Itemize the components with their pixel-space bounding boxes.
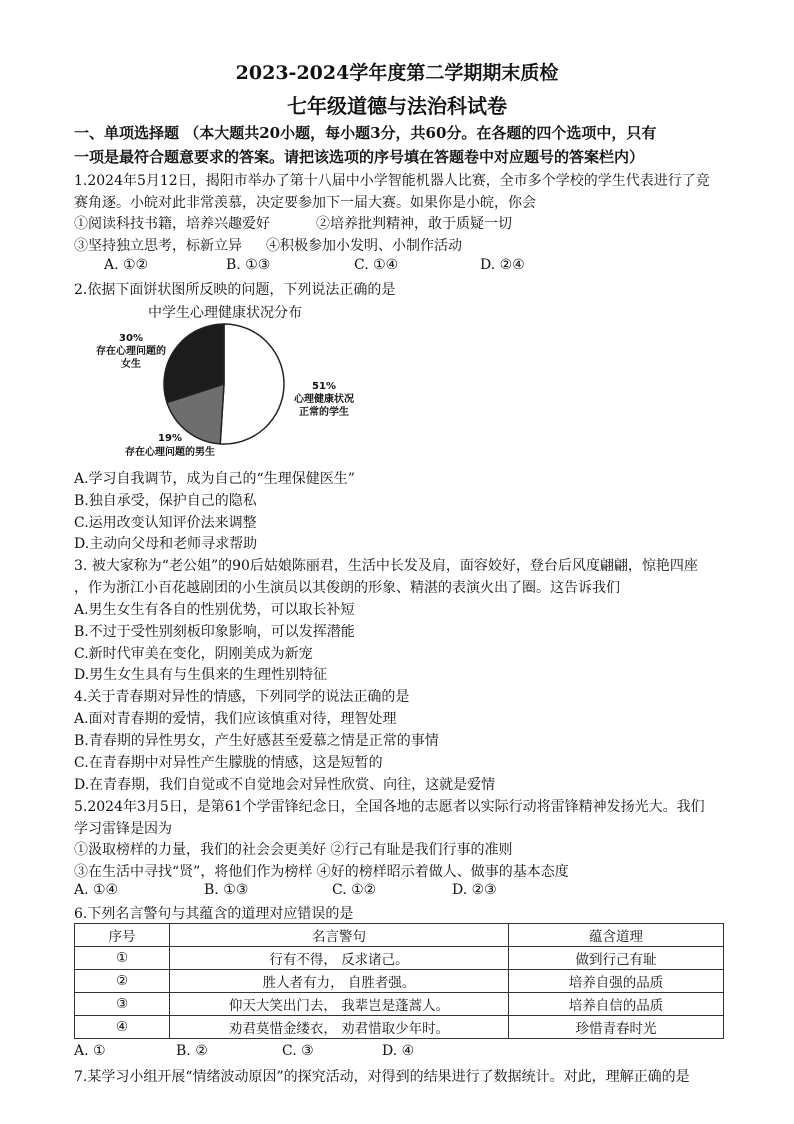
q2-stem: 2.依据下面饼状图所反映的问题，下列说法正确的是	[74, 282, 396, 298]
q6-row2-quote: 胜人者有力， 自胜者强。	[170, 970, 509, 993]
q5-option-b: B. ①③	[204, 882, 249, 898]
q1-option-a: A. ①②	[104, 257, 149, 273]
q3-stem-line1: 3. 被大家称为“老公姐”的90后姑娘陈丽君，生活中长发及肩，面容姣好，登台后风度翩翩，惊艳四座	[74, 558, 698, 574]
q6-option-c: C. ③	[282, 1043, 314, 1059]
q1-stem-line1: 1.2024年5月12日，揭阳市举办了第十八届中小学智能机器人比赛，全市多个学校的学生代表进行了竞	[74, 173, 710, 189]
pie-label-girls-percent: 30%	[119, 333, 143, 344]
q2-option-d: D.主动向父母和老师寻求帮助	[74, 536, 258, 552]
q1-statement-2: ②培养批判精神，敢于质疑一切	[316, 216, 512, 232]
table-row	[75, 947, 724, 970]
pie-label-girls	[86, 332, 176, 371]
pie-label-normal	[280, 380, 368, 419]
pie-label-normal-percent: 51%	[312, 381, 336, 392]
table-row	[75, 993, 724, 1016]
q6-option-b: B. ②	[176, 1043, 208, 1059]
q1-option-c: C. ①④	[354, 257, 399, 273]
pie-label-girls-name-1: 存在心理问题的	[96, 346, 166, 357]
q6-header-index: 序号	[75, 924, 170, 947]
pie-label-boys-name: 存在心理问题的男生	[125, 447, 215, 458]
q6-row2-meaning: 培养自强的品质	[509, 970, 724, 993]
section-instructions-line2: 一项是最符合题意要求的答案。请把该选项的序号填在答题卷中对应题号的答案栏内）	[74, 148, 645, 166]
q1-statement-1: ①阅读科技书籍，培养兴趣爱好	[74, 216, 270, 232]
q6-table-header	[75, 924, 724, 947]
q5-stem-line1: 5.2024年3月5日，是第61个学雷锋纪念日，全国各地的志愿者以实际行动将雷锋精神发扬光大。我们	[74, 799, 705, 815]
q5-option-d: D. ②③	[452, 882, 497, 898]
q4-option-a: A.面对青春期的爱情，我们应该慎重对待，理智处理	[74, 711, 397, 727]
q6-table	[74, 923, 724, 1039]
q6-stem: 6.下列名言警句与其蕴含的道理对应错误的是	[74, 906, 354, 922]
q3-option-d: D.男生女生具有与生俱来的生理性别特征	[74, 667, 328, 683]
q6-row1-meaning: 做到行己有耻	[509, 947, 724, 970]
q6-row4-meaning: 珍惜青春时光	[509, 1016, 724, 1039]
q6-row4-index: ④	[75, 1016, 170, 1039]
q7-stem: 7.某学习小组开展“情绪波动原因”的探究活动，对得到的结果进行了数据统计。对此，理解正确的是	[74, 1069, 690, 1085]
q6-option-d: D. ④	[382, 1043, 415, 1059]
pie-label-normal-name-1: 心理健康状况	[294, 394, 354, 405]
q5-stem-line2: 学习雷锋是因为	[74, 821, 172, 837]
table-row	[75, 970, 724, 993]
q6-row3-meaning: 培养自信的品质	[509, 993, 724, 1016]
q2-option-a: A.学习自我调节，成为自己的“生理保健医生”	[74, 471, 355, 487]
q6-row3-index: ③	[75, 993, 170, 1016]
q5-statements-1-2: ①汲取榜样的力量，我们的社会会更美好 ②行己有耻是我们行事的准则	[74, 842, 513, 858]
q6-row4-quote: 劝君莫惜金缕衣， 劝君惜取少年时。	[170, 1016, 509, 1039]
q5-option-a: A. ①④	[74, 882, 119, 898]
q3-option-a: A.男生女生有各自的性别优势，可以取长补短	[74, 602, 355, 618]
pie-label-girls-name-2: 女生	[121, 359, 141, 370]
q5-statements-3-4: ③在生活中寻找“贤”，将他们作为榜样 ④好的榜样昭示着做人、做事的基本态度	[74, 864, 569, 880]
q3-stem-line2: ，作为浙江小百花越剧团的小生演员以其俊朗的形象、精湛的表演火出了圈。这告诉我们	[74, 580, 620, 596]
q6-options	[0, 1043, 794, 1063]
q4-stem: 4.关于青春期对异性的情感，下列同学的说法正确的是	[74, 689, 410, 705]
q1-option-d: D. ②④	[480, 257, 525, 273]
pie-label-normal-name-2: 正常的学生	[299, 407, 349, 418]
q1-stem-line2: 赛角逐。小皖对此非常羡慕，决定要参加下一届大赛。如果你是小皖，你会	[74, 195, 536, 211]
section-instructions-line1: 一、单项选择题 （本大题共20小题，每小题3分，共60分。在各题的四个选项中，只有	[74, 124, 657, 142]
exam-title-line1: 2023-2024学年度第二学期期末质检	[235, 62, 559, 84]
q6-header-meaning: 蕴含道理	[509, 924, 724, 947]
q6-header-quote: 名言警句	[170, 924, 509, 947]
q4-option-c: C.在青春期中对异性产生朦胧的情感，这是短暂的	[74, 755, 383, 771]
q2-option-c: C.运用改变认知评价法来调整	[74, 515, 257, 531]
q6-row2-index: ②	[75, 970, 170, 993]
pie-label-boys-percent: 19%	[158, 433, 182, 444]
q1-statement-3: ③坚持独立思考，标新立异	[74, 238, 242, 254]
table-row	[75, 1016, 724, 1039]
q4-option-d: D.在青春期，我们自觉或不自觉地会对异性欣赏、向往，这就是爱情	[74, 777, 496, 793]
exam-title-line2: 七年级道德与法治科试卷	[287, 94, 507, 118]
q6-option-a: A. ①	[74, 1043, 106, 1059]
q1-option-b: B. ①③	[226, 257, 271, 273]
q5-options	[0, 882, 794, 902]
q4-option-b: B.青春期的异性男女，产生好感甚至爱慕之情是正常的事情	[74, 733, 439, 749]
chart-title: 中学生心理健康状况分布	[148, 305, 302, 321]
q6-row1-index: ①	[75, 947, 170, 970]
q2-option-b: B.独自承受，保护自己的隐私	[74, 493, 257, 509]
q3-option-c: C.新时代审美在变化，阴刚美成为新宠	[74, 646, 313, 662]
q5-option-c: C. ①②	[332, 882, 377, 898]
q6-row1-quote: 行有不得， 反求诸己。	[170, 947, 509, 970]
q1-statement-4: ④积极参加小发明、小制作活动	[266, 238, 462, 254]
q6-row3-quote: 仰天大笑出门去， 我辈岂是蓬蒿人。	[170, 993, 509, 1016]
q3-option-b: B.不过于受性别刻板印象影响，可以发挥潜能	[74, 624, 355, 640]
pie-slice-0	[220, 324, 284, 444]
